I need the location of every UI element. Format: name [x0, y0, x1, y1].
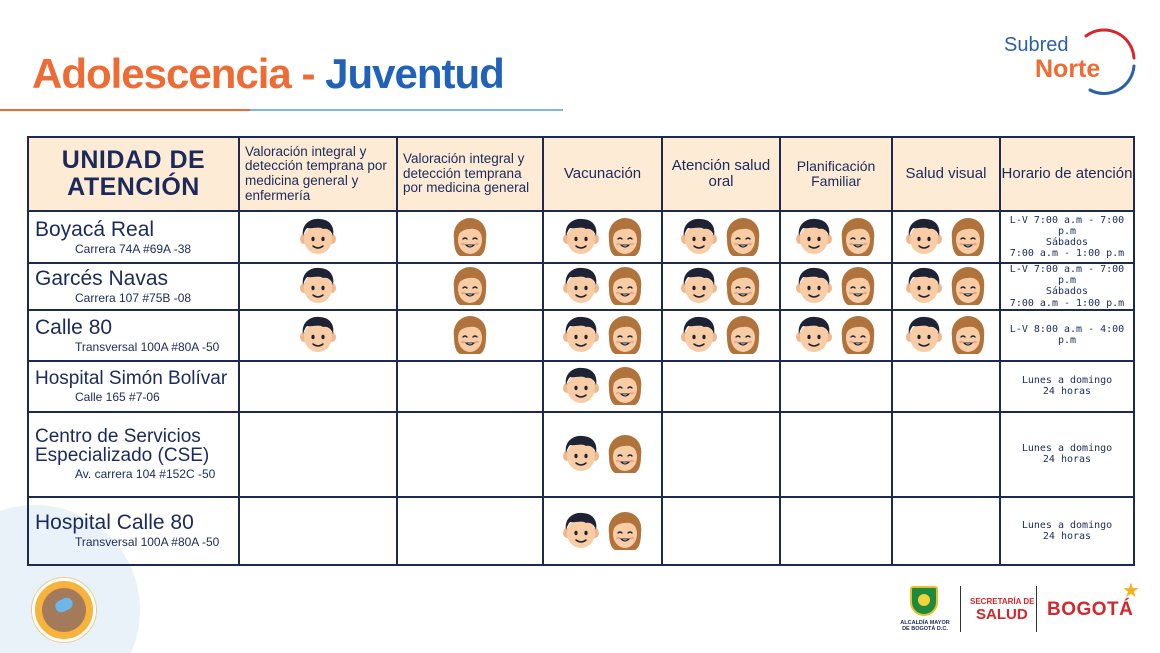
hours-cell [1000, 310, 1134, 361]
hours-line: 7:00 a.m - 1:00 p.m [1009, 248, 1125, 260]
header-vacunacion: Vacunación [543, 137, 662, 211]
boy-face-icon [680, 266, 718, 306]
boy-face-icon [680, 315, 718, 355]
girl-face-icon [606, 511, 644, 551]
service-cell [397, 263, 543, 310]
unit-cell [28, 310, 239, 361]
service-cell [780, 497, 892, 565]
title-underline-blue [250, 109, 563, 111]
girl-face-icon [839, 266, 877, 306]
alcaldia-shield-icon [910, 586, 938, 616]
title-separator: - [290, 50, 326, 97]
service-cell [543, 263, 662, 310]
hours-line: 7:00 a.m - 1:00 p.m [1009, 297, 1125, 309]
unit-name: Hospital Simón Bolívar [35, 367, 228, 389]
secretaria-label: SECRETARÍA DE [970, 597, 1035, 606]
girl-face-icon [949, 266, 987, 306]
hours-cell [1000, 497, 1134, 565]
table-row [28, 310, 1134, 361]
header-unidad-atencion: UNIDAD DE ATENCIÓN [28, 137, 239, 211]
header-valoracion-medicina-enfermeria: Valoración integral y detección temprana por medicina general y enfermería [239, 137, 397, 211]
hours-cell [1000, 361, 1134, 412]
hours-line: Sábados [1045, 286, 1089, 298]
unit-name: Calle 80 [35, 315, 113, 339]
boy-face-icon [562, 366, 600, 406]
hours-line: 24 horas [1042, 454, 1092, 466]
service-cell [780, 361, 892, 412]
girl-face-icon [606, 217, 644, 257]
service-cell [397, 211, 543, 263]
service-cell [543, 211, 662, 263]
hours-line: Lunes a domingo [1021, 443, 1113, 455]
boy-face-icon [562, 315, 600, 355]
service-cell [239, 310, 397, 361]
service-cell [239, 361, 397, 412]
hours-line: Lunes a domingo [1021, 519, 1113, 531]
service-cell [662, 211, 780, 263]
boy-face-icon [562, 217, 600, 257]
unit-address: Calle 165 #7-06 [75, 389, 160, 404]
brand-line-2: Norte [1035, 55, 1101, 83]
service-cell [397, 497, 543, 565]
header-horario: Horario de atención [1000, 137, 1134, 211]
table-row [28, 211, 1134, 263]
service-cell [239, 497, 397, 565]
service-cell [543, 412, 662, 497]
service-cell [662, 361, 780, 412]
service-cell [892, 412, 1000, 497]
hours-line: L-V 7:00 a.m - 7:00 p.m [1009, 214, 1125, 237]
unit-address: Transversal 100A #80A -50 [75, 535, 220, 550]
hours-line: 24 horas [1042, 530, 1092, 542]
services-table [27, 136, 1135, 566]
hours-line: Lunes a domingo [1021, 375, 1113, 387]
title-part-adolescencia: Adolescencia [32, 50, 291, 97]
service-cell [892, 361, 1000, 412]
girl-face-icon [724, 217, 762, 257]
service-cell [892, 497, 1000, 565]
boy-face-icon [562, 511, 600, 551]
hours-line: 24 horas [1042, 386, 1092, 398]
unit-address: Transversal 100A #80A -50 [75, 339, 220, 354]
boy-face-icon [795, 217, 833, 257]
service-cell [780, 263, 892, 310]
service-cell [780, 412, 892, 497]
service-cell [239, 211, 397, 263]
boy-face-icon [795, 315, 833, 355]
service-cell [892, 310, 1000, 361]
unit-cell [28, 412, 239, 497]
unit-name: Boyacá Real [35, 217, 155, 241]
service-cell [662, 263, 780, 310]
service-cell [397, 310, 543, 361]
service-cell [239, 412, 397, 497]
table-header-row [28, 137, 1134, 211]
service-cell [892, 211, 1000, 263]
boy-face-icon [299, 217, 337, 257]
boy-face-icon [680, 217, 718, 257]
service-cell [662, 497, 780, 565]
service-cell [662, 310, 780, 361]
hours-cell [1000, 263, 1134, 310]
hours-line: L-V 7:00 a.m - 7:00 p.m [1009, 264, 1125, 287]
unit-cell [28, 211, 239, 263]
boy-face-icon [299, 315, 337, 355]
bogota-label: BOGOTÁ [1047, 599, 1134, 620]
boy-face-icon [562, 266, 600, 306]
hours-line: Sábados [1045, 237, 1089, 248]
service-cell [239, 263, 397, 310]
table-row [28, 263, 1134, 310]
girl-face-icon [606, 315, 644, 355]
girl-face-icon [724, 315, 762, 355]
unit-cell [28, 497, 239, 565]
girl-face-icon [839, 217, 877, 257]
girl-face-icon [451, 217, 489, 257]
service-cell [543, 497, 662, 565]
unit-address: Carrera 107 #75B -08 [75, 290, 192, 305]
unit-name: Garcés Navas [35, 266, 169, 290]
service-cell [543, 310, 662, 361]
table-row [28, 361, 1134, 412]
logo-divider [1036, 586, 1037, 632]
unit-name: Hospital Calle 80 [35, 511, 194, 535]
boy-face-icon [795, 266, 833, 306]
boy-face-icon [299, 266, 337, 306]
unit-name: Centro de Servicios Especializado (CSE) [35, 426, 210, 467]
boy-face-icon [562, 434, 600, 474]
salud-label: SALUD [976, 606, 1028, 623]
star-icon: ★ [1122, 578, 1140, 602]
unit-cell [28, 263, 239, 310]
girl-face-icon [606, 266, 644, 306]
boy-face-icon [905, 266, 943, 306]
alcaldia-label: ALCALDÍA MAYOR DE BOGOTÁ D.C. [900, 620, 950, 633]
service-cell [780, 310, 892, 361]
service-cell [892, 263, 1000, 310]
title-part-juventud: Juventud [325, 50, 504, 97]
girl-face-icon [949, 217, 987, 257]
service-cell [397, 361, 543, 412]
hours-line: L-V 8:00 a.m - 4:00 p.m [1009, 324, 1125, 347]
hours-cell [1000, 412, 1134, 497]
title-underline-orange [0, 109, 250, 111]
table-row [28, 412, 1134, 497]
hands-photo-icon [32, 578, 96, 642]
girl-face-icon [451, 266, 489, 306]
boy-face-icon [905, 315, 943, 355]
logo-divider [960, 586, 961, 632]
boy-face-icon [905, 217, 943, 257]
girl-face-icon [451, 315, 489, 355]
unit-address: Carrera 74A #69A -38 [75, 241, 192, 256]
girl-face-icon [606, 434, 644, 474]
service-cell [543, 361, 662, 412]
girl-face-icon [949, 315, 987, 355]
footer-logos [900, 578, 1145, 640]
brand-line-1: Subred [1004, 34, 1069, 56]
hours-cell [1000, 211, 1134, 263]
unit-address: Av. carrera 104 #152C -50 [75, 467, 216, 482]
header-planificacion-familiar: Planificación Familiar [780, 137, 892, 211]
service-cell [662, 412, 780, 497]
header-salud-oral: Atención salud oral [662, 137, 780, 211]
header-valoracion-medicina: Valoración integral y detección temprana por medicina general [397, 137, 543, 211]
unit-cell [28, 361, 239, 412]
header-salud-visual: Salud visual [892, 137, 1000, 211]
girl-face-icon [839, 315, 877, 355]
girl-face-icon [724, 266, 762, 306]
page-title [32, 50, 504, 98]
service-cell [397, 412, 543, 497]
girl-face-icon [606, 366, 644, 406]
table-row [28, 497, 1134, 565]
service-cell [780, 211, 892, 263]
subred-norte-logo [1000, 24, 1150, 104]
